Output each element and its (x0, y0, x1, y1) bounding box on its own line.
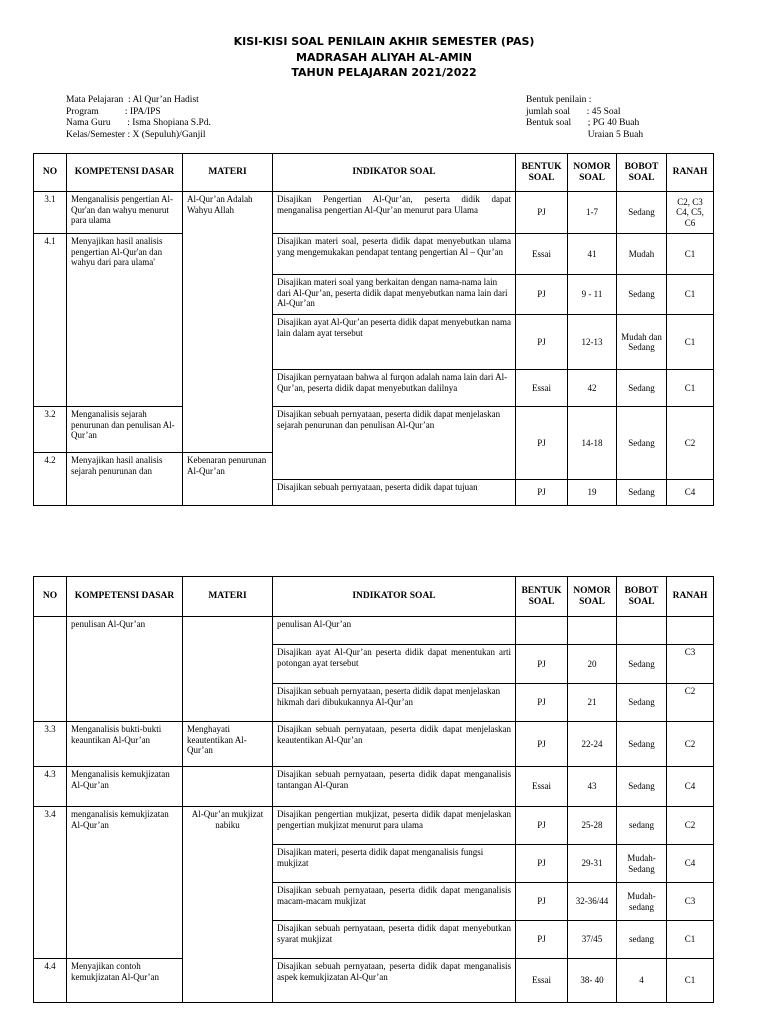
document-title: KISI-KISI SOAL PENILAIN AKHIR SEMESTER (PAS) (233, 35, 535, 48)
col-header-materi: MATERI (183, 154, 273, 192)
indikator-text: Disajikan materi soal yang berkaitan dengan nama-nama lain dari Al-Qur’an, peserta didik dapat menyebutkan nama lain dari Al-Qur’an (273, 275, 516, 315)
materi-text (183, 617, 273, 722)
col-header-nomor: NOMOR SOAL (568, 577, 617, 617)
indikator-text: Disajikan sebuah pernyataan, peserta didik dapat menganalisis macam-macam mukjizat (273, 883, 516, 921)
ranah: C2 (667, 722, 714, 767)
ranah: C1 (667, 921, 714, 959)
nomor-soal: 37/45 (568, 921, 617, 959)
bentuk-soal: Essai (516, 767, 568, 807)
kd-text: Menganalisis pengertian Al-Qur'an dan wahyu menurut para ulama (67, 192, 183, 234)
table-row (34, 807, 714, 845)
col-header-ranah: RANAH (667, 577, 714, 617)
bobot-soal: Sedang (617, 192, 667, 234)
bobot-soal (617, 617, 667, 645)
nomor-soal: 32-36/44 (568, 883, 617, 921)
bobot-soal: Sedang (617, 370, 667, 407)
indikator-text: Disajikan materi, peserta didik dapat menganalisis fungsi mukjizat (273, 845, 516, 883)
table-header-row (34, 577, 714, 617)
kd-number: 3.2 (34, 407, 67, 453)
kd-number: 4.4 (34, 959, 67, 1003)
table-row (34, 959, 714, 1003)
info-assessment-form: Bentuk penilain : (526, 95, 592, 105)
bentuk-soal: PJ (516, 480, 568, 506)
col-header-bentuk: BENTUK SOAL (516, 154, 568, 192)
bentuk-soal: PJ (516, 845, 568, 883)
nomor-soal: 22-24 (568, 722, 617, 767)
kd-text: penulisan Al-Qur’an (67, 617, 183, 722)
indikator-text: Disajikan ayat Al-Qur’an peserta didik dapat menentukan arti potongan ayat tersebut (273, 645, 516, 684)
kd-text: Menganalisis sejarah penurunan dan penulisan Al-Qur’an (67, 407, 183, 453)
materi-text (183, 767, 273, 807)
table-row (34, 192, 714, 234)
col-header-kd: KOMPETENSI DASAR (67, 154, 183, 192)
ranah: C1 (667, 370, 714, 407)
bentuk-soal: PJ (516, 807, 568, 845)
nomor-soal: 42 (568, 370, 617, 407)
table-row (34, 767, 714, 807)
indikator-text: Disajikan sebuah pernyataan, peserta didik dapat menjelaskan sejarah penurunan dan penulisan Al-Qur’an (273, 407, 516, 480)
kd-number: 4.3 (34, 767, 67, 807)
indikator-text: Disajikan materi soal, peserta didik dapat menyebutkan ulama yang mengemukakan pendapat tentang pengertian Al – Qur’an (273, 234, 516, 275)
info-class: Kelas/Semester : X (Sepuluh)/Ganjil (66, 129, 206, 140)
col-header-indikator: INDIKATOR SOAL (273, 154, 516, 192)
table-row (34, 407, 714, 453)
nomor-soal: 25-28 (568, 807, 617, 845)
bobot-soal: Sedang (617, 722, 667, 767)
school-name: MADRASAH ALIYAH AL-AMIN (296, 51, 472, 64)
bobot-soal: Sedang (617, 480, 667, 506)
col-header-nomor: NOMOR SOAL (568, 154, 617, 192)
kd-number (34, 617, 67, 722)
bobot-soal: 4 (617, 959, 667, 1003)
nomor-soal: 1-7 (568, 192, 617, 234)
kd-text: Menganalisis bukti-bukti keauntikan Al-Qur’an (67, 722, 183, 767)
col-header-no: NO (34, 577, 67, 617)
bentuk-soal: Essai (516, 370, 568, 407)
bobot-soal: Mudah-sedang (617, 883, 667, 921)
indikator-text: Disajikan pernyataan bahwa al furqon adalah nama lain dari Al-Qur’an, peserta didik dapat menyebutkan dalilnya (273, 370, 516, 407)
ranah (667, 617, 714, 645)
col-header-materi: MATERI (183, 577, 273, 617)
ranah: C4 (667, 767, 714, 807)
bentuk-soal: PJ (516, 407, 568, 480)
kd-text: menganalisis kemukjizatan Al-Qur’an (67, 807, 183, 959)
kd-number: 4.2 (34, 453, 67, 506)
nomor-soal: 43 (568, 767, 617, 807)
nomor-soal: 12-13 (568, 315, 617, 370)
bobot-soal: Mudah dan Sedang (617, 315, 667, 370)
bentuk-soal: PJ (516, 645, 568, 684)
bentuk-soal: PJ (516, 192, 568, 234)
bentuk-soal (516, 617, 568, 645)
bentuk-soal: PJ (516, 722, 568, 767)
table-row (34, 617, 714, 645)
ranah: C2 (667, 807, 714, 845)
col-header-bobot: BOBOT SOAL (617, 154, 667, 192)
nomor-soal: 9 - 11 (568, 275, 617, 315)
nomor-soal: 14-18 (568, 407, 617, 480)
info-left (66, 95, 211, 141)
ranah: C4 (667, 845, 714, 883)
materi-text: Al-Qur’an mukjizat nabiku (183, 807, 273, 1003)
bentuk-soal: PJ (516, 883, 568, 921)
nomor-soal: 20 (568, 645, 617, 684)
nomor-soal: 41 (568, 234, 617, 275)
nomor-soal: 21 (568, 684, 617, 722)
kd-text: Menyajikan contoh kemukjizatan Al-Qur’an (67, 959, 183, 1003)
indikator-text: Disajikan sebuah pernyataan, peserta didik dapat menjelaskan keautentikan Al-Qur’an (273, 722, 516, 767)
indikator-text: Disajikan sebuah pernyataan, peserta didik dapat menyebutkan syarat mukjizat (273, 921, 516, 959)
ranah: C2 (667, 407, 714, 480)
ranah: C3 (667, 883, 714, 921)
info-program: Program : IPA/IPS (66, 106, 161, 117)
indikator-text: Disajikan sebuah pernyataan, peserta didik dapat menganalisis aspek kemukjizatan Al-Qur’an (273, 959, 516, 1003)
nomor-soal (568, 617, 617, 645)
blueprint-table-1 (33, 153, 714, 506)
indikator-text: Disajikan ayat Al-Qur’an peserta didik dapat menyebutkan nama lain dalam ayat tersebut (273, 315, 516, 370)
bentuk-soal: PJ (516, 275, 568, 315)
bentuk-soal: Essai (516, 959, 568, 1003)
col-header-no: NO (34, 154, 67, 192)
col-header-indikator: INDIKATOR SOAL (273, 577, 516, 617)
col-header-bobot: BOBOT SOAL (617, 577, 667, 617)
ranah: C1 (667, 234, 714, 275)
indikator-text: penulisan Al-Qur’an (273, 617, 516, 645)
indikator-text: Disajikan sebuah pernyataan, peserta didik dapat menganalisis tantangan Al-Quran (273, 767, 516, 807)
ranah: C1 (667, 275, 714, 315)
kd-number: 3.3 (34, 722, 67, 767)
table-row (34, 234, 714, 275)
indikator-text: Disajikan Pengertian Al-Qur’an, peserta didik dapat menganalisa pengertian Al-Qur’an menurut para Ulama (273, 192, 516, 234)
table-header-row (34, 154, 714, 192)
nomor-soal: 38- 40 (568, 959, 617, 1003)
indikator-text: Disajikan sebuah pernyataan, peserta didik dapat tujuan (273, 480, 516, 506)
kd-text: Menyajikan hasil analisis pengertian Al-Qur'an dan wahyu dari para ulama' (67, 234, 183, 407)
indikator-text: Disajikan pengertian mukjizat, peserta didik dapat menjelaskan pengertian mukjizat menurut para ulama (273, 807, 516, 845)
info-subject: Mata Pelajaran : Al Qur’an Hadist (66, 95, 199, 105)
col-header-kd: KOMPETENSI DASAR (67, 577, 183, 617)
indikator-text: Disajikan sebuah pernyataan, peserta didik dapat menjelaskan hikmah dari dibukukannya Al-Qur’an (273, 684, 516, 722)
col-header-ranah: RANAH (667, 154, 714, 192)
info-question-count: jumlah soal : 45 Soal (526, 106, 621, 117)
ranah: C1 (667, 959, 714, 1003)
ranah: C3 (667, 645, 714, 684)
materi-text: Al-Qur’an Adalah Wahyu Allah (183, 192, 273, 453)
info-teacher: Nama Guru : Isma Shopiana S.Pd. (66, 118, 211, 128)
kd-number: 3.4 (34, 807, 67, 959)
info-question-type-pg: Bentuk soal ; PG 40 Buah (526, 118, 640, 128)
bobot-soal: Mudah (617, 234, 667, 275)
bobot-soal: Sedang (617, 407, 667, 480)
ranah: C2 (667, 684, 714, 722)
materi-text: Kebenaran penurunan Al-Qur’an (183, 453, 273, 506)
academic-year: TAHUN PELAJARAN 2021/2022 (291, 66, 477, 79)
bentuk-soal: Essai (516, 234, 568, 275)
bobot-soal: Mudah-Sedang (617, 845, 667, 883)
bobot-soal: Sedang (617, 684, 667, 722)
bentuk-soal: PJ (516, 315, 568, 370)
kd-text: Menganalisis kemukjizatan Al-Qur’an (67, 767, 183, 807)
bobot-soal: Sedang (617, 275, 667, 315)
bentuk-soal: PJ (516, 684, 568, 722)
ranah: C1 (667, 315, 714, 370)
bobot-soal: sedang (617, 807, 667, 845)
ranah: C4 (667, 480, 714, 506)
ranah: C2, C3 C4, C5, C6 (667, 192, 714, 234)
bobot-soal: sedang (617, 921, 667, 959)
kd-number: 3.1 (34, 192, 67, 234)
info-right (526, 95, 643, 141)
materi-text: Menghayati keautentikan Al-Qur’an (183, 722, 273, 767)
table-row (34, 722, 714, 767)
nomor-soal: 19 (568, 480, 617, 506)
bentuk-soal: PJ (516, 921, 568, 959)
kd-text: Menyajikan hasil analisis sejarah penurunan dan (67, 453, 183, 506)
col-header-bentuk: BENTUK SOAL (516, 577, 568, 617)
kd-number: 4.1 (34, 234, 67, 407)
nomor-soal: 29-31 (568, 845, 617, 883)
info-question-type-essay: Uraian 5 Buah (526, 129, 644, 140)
blueprint-table-2 (33, 576, 714, 1003)
bobot-soal: Sedang (617, 767, 667, 807)
bobot-soal: Sedang (617, 645, 667, 684)
